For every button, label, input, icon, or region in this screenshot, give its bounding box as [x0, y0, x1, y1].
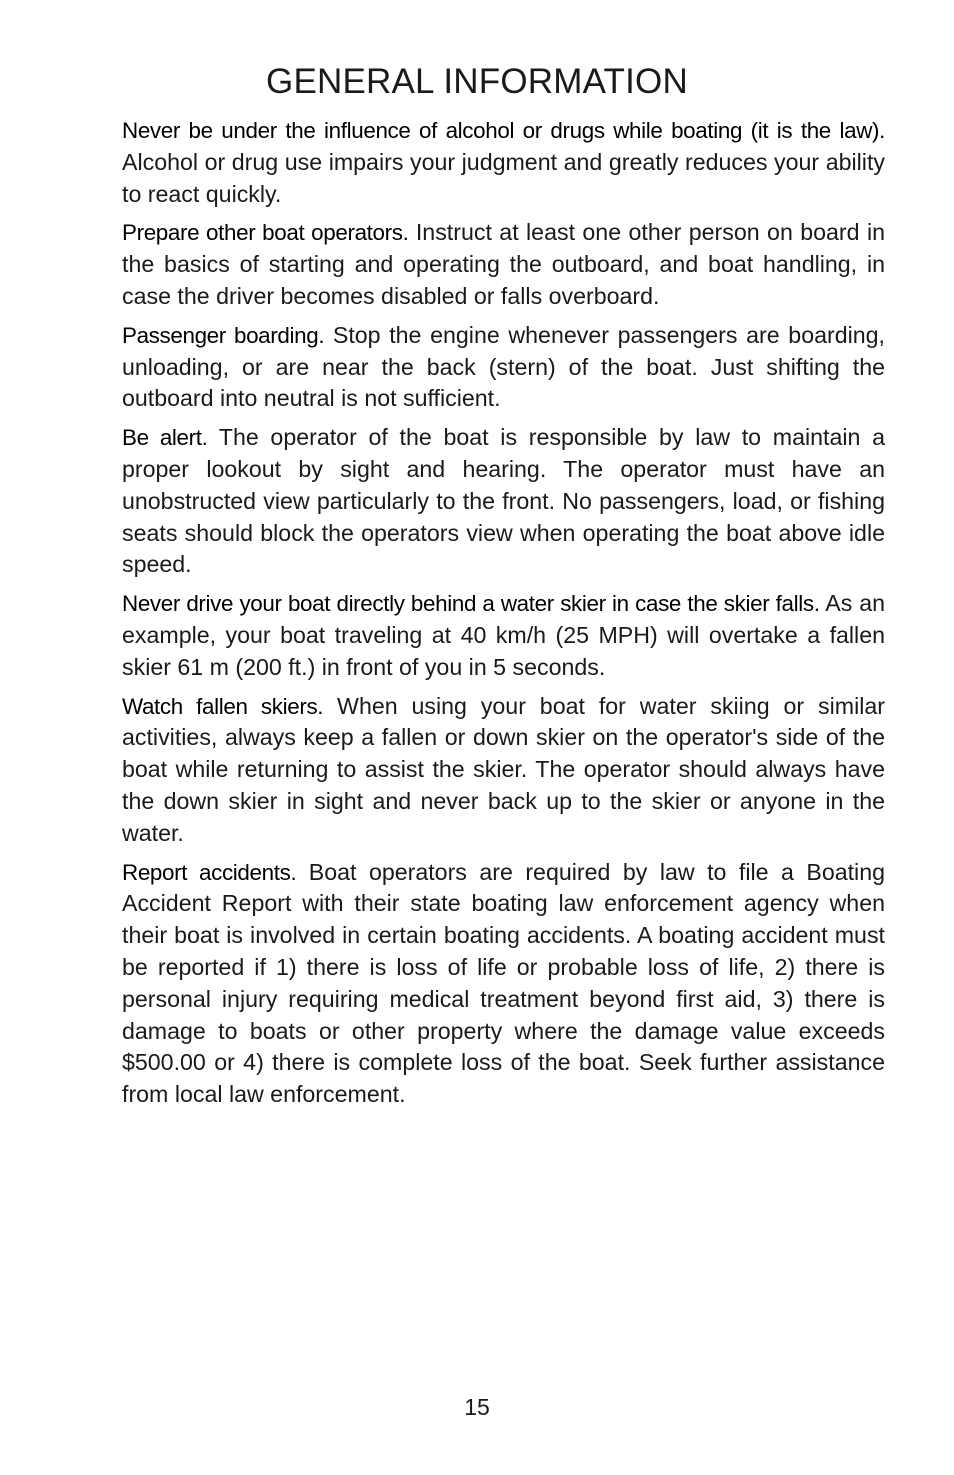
paragraph-lead: Report accidents.	[122, 859, 297, 885]
paragraph-water-skier	[122, 588, 885, 683]
paragraph-be-alert	[122, 422, 885, 581]
paragraph-body: Alcohol or drug use impairs your judgment and greatly reduces your ability to react quickly.	[122, 148, 885, 207]
paragraph-lead: Watch fallen skiers.	[122, 693, 324, 719]
paragraph-fallen-skiers	[122, 691, 885, 850]
paragraph-body: The operator of the boat is responsible by law to maintain a proper lookout by sight and hearing. The operator must have an unobstructed view particularly to the front. No passengers, load, or fishing seats should block the operators view when operating the boat above idle speed.	[122, 424, 885, 578]
body-text	[122, 115, 885, 1118]
paragraph-lead: Prepare other boat operators.	[122, 220, 409, 246]
paragraph-lead: Never drive your boat directly behind a water skier in case the skier falls.	[122, 591, 820, 617]
paragraph-lead: Passenger boarding.	[122, 322, 325, 348]
page-number: 15	[464, 1394, 490, 1420]
paragraph-report-accidents	[122, 857, 885, 1111]
paragraph-body: Boat operators are required by law to file a Boating Accident Report with their state boating law enforcement agency when their boat is involved in certain boating accidents. A boating accident must be reported if 1) there is loss of life or probable loss of life, 2) there is personal injury requiring medical treatment beyond first aid, 3) there is damage to boats or other property where the damage value exceeds $500.00 or 4) there is complete loss of the boat. Seek further assistance from local law enforcement.	[122, 858, 885, 1108]
paragraph-lead: Never be under the influence of alcohol or drugs while boating (it is the law).	[122, 118, 885, 143]
paragraph-lead: Be alert.	[122, 425, 208, 451]
paragraph-prepare-operators	[122, 217, 885, 312]
paragraph-body: Stop the engine whenever passengers are boarding, unloading, or are near the back (stern) of the boat. Just shifting the outboard into neutral is not sufficient.	[122, 321, 886, 412]
paragraph-body: Instruct at least one other person on board in the basics of starting and operating the outboard, and boat handling, in case the driver becomes disabled or falls overboard.	[122, 219, 885, 309]
page-title: GENERAL INFORMATION	[266, 62, 688, 101]
paragraph-passenger-boarding	[122, 320, 885, 415]
paragraph-body: As an example, your boat traveling at 40 km/h (25 MPH) will overtake a fallen skier 61 m (200 ft.) in front of you in 5 seconds.	[122, 590, 885, 680]
paragraph-body: When using your boat for water skiing or similar activities, always keep a fallen or down skier on the operator's side of the boat while returning to assist the skier. The operator should always have the down skier in sight and never back up to the skier or anyone in the water.	[122, 692, 885, 846]
paragraph-alcohol-drugs	[122, 115, 885, 210]
